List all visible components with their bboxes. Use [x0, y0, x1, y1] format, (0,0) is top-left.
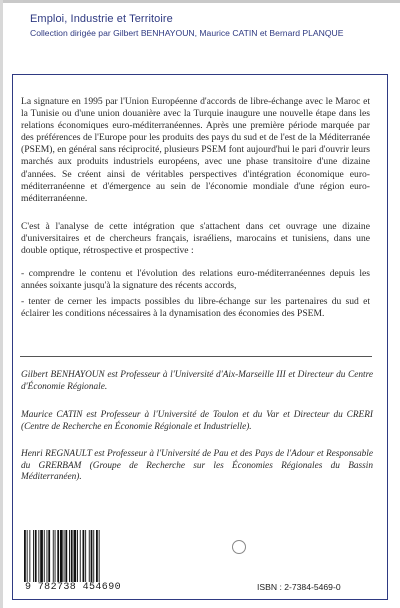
barcode-bar [89, 530, 90, 582]
barcode-bar [69, 530, 70, 582]
barcode-bar [96, 530, 98, 582]
barcode-bar [74, 530, 77, 582]
left-edge [0, 0, 3, 608]
author-bio-benhayoun: Gilbert BENHAYOUN est Professeur à l'Université d'Aix-Marseille III et Directeur du Centre d'Économie Régionale. [21, 370, 373, 392]
barcode-bar [38, 530, 39, 582]
barcode-bar [85, 530, 86, 582]
series-header [30, 12, 380, 39]
author-bio-regnault: Henri REGNAULT est Professeur à l'Université de Pau et des Pays de l'Adour et Responsable du GRERBAM (Groupe de Recherche sur les Économies Régionales du Bassin Méditerranéen). [21, 449, 373, 483]
barcode-bars [22, 530, 124, 582]
barcode [12, 516, 134, 596]
barcode-bar [29, 530, 30, 582]
barcode-bar [27, 530, 28, 582]
barcode-bar [55, 530, 56, 582]
barcode-bar [33, 530, 34, 582]
barcode-bar [91, 530, 93, 582]
barcode-bar [80, 530, 81, 582]
series-editors: Collection dirigée par Gilbert BENHAYOUN, Maurice CATIN et Bernard PLANQUE [30, 28, 344, 38]
barcode-bar [24, 530, 26, 582]
barcode-bar [44, 530, 45, 582]
isbn: ISBN : 2-7384-5469-0 [257, 582, 341, 592]
top-edge [0, 0, 400, 3]
barcode-bar [64, 530, 65, 582]
barcode-bar [65, 530, 67, 582]
barcode-bar [71, 530, 73, 582]
barcode-bar [57, 530, 59, 582]
barcode-bar [99, 530, 100, 582]
series-title: Emploi, Industrie et Territoire [30, 13, 173, 25]
barcode-bar [77, 530, 78, 582]
body-paragraph-1: La signature en 1995 par l'Union Européenne d'accords de libre-échange avec le Maroc et la Tunisie ou d'une union douanière avec la Turquie inaugure une nouvelle étape dans les relations économiques euro-méditerranéennes. Après une première période marquée par des préférences de l'Europe pour les produits des pays du sud et de l'est de la Méditerranée (PSEM), en général sans réciprocité, plusieurs PSEM font aujourd'hui le pari d'ouvrir leurs marchés aux produits industriels européens, avec une phase transitoire d'une dizaine d'années. Se créent ainsi de véritables perspectives d'intégration économique euro-méditerranéenne et d'émergence au sein de l'économie mondiale d'une région euro-méditerranéenne. [21, 96, 370, 204]
barcode-bar [48, 530, 50, 582]
list-item-2: - tenter de cerner les impacts possibles du libre-échange sur les partenaires du sud et éclairer les conditions nécessaires à la dynamisation des économies des PSEM. [21, 296, 370, 320]
list-item-1: - comprendre le contenu et l'évolution des relations euro-méditerranéennes depuis les années soixante jusqu'à la signature des récents accords, [21, 268, 370, 292]
barcode-bar [60, 530, 63, 582]
author-bio-catin: Maurice CATIN est Professeur à l'Université de Toulon et du Var et Directeur du CRERI (Centre de Recherche en Économie Régionale et Industrielle). [21, 410, 373, 432]
barcode-bar [40, 530, 43, 582]
barcode-digits: 9 782738 454690 [24, 582, 121, 593]
seal-mark [232, 540, 246, 554]
separator-line [20, 356, 372, 357]
barcode-bar [83, 530, 85, 582]
barcode-bar [35, 530, 37, 582]
body-paragraph-2: C'est à l'analyse de cette intégration que s'attachent dans cet ouvrage une dizaine d'universitaires et de chercheurs français, israéliens, marocains et tunisiens, dans une double optique, rétrospective et prospective : [21, 221, 370, 257]
barcode-bar [53, 530, 54, 582]
barcode-bar [47, 530, 48, 582]
barcode-bar [93, 530, 94, 582]
